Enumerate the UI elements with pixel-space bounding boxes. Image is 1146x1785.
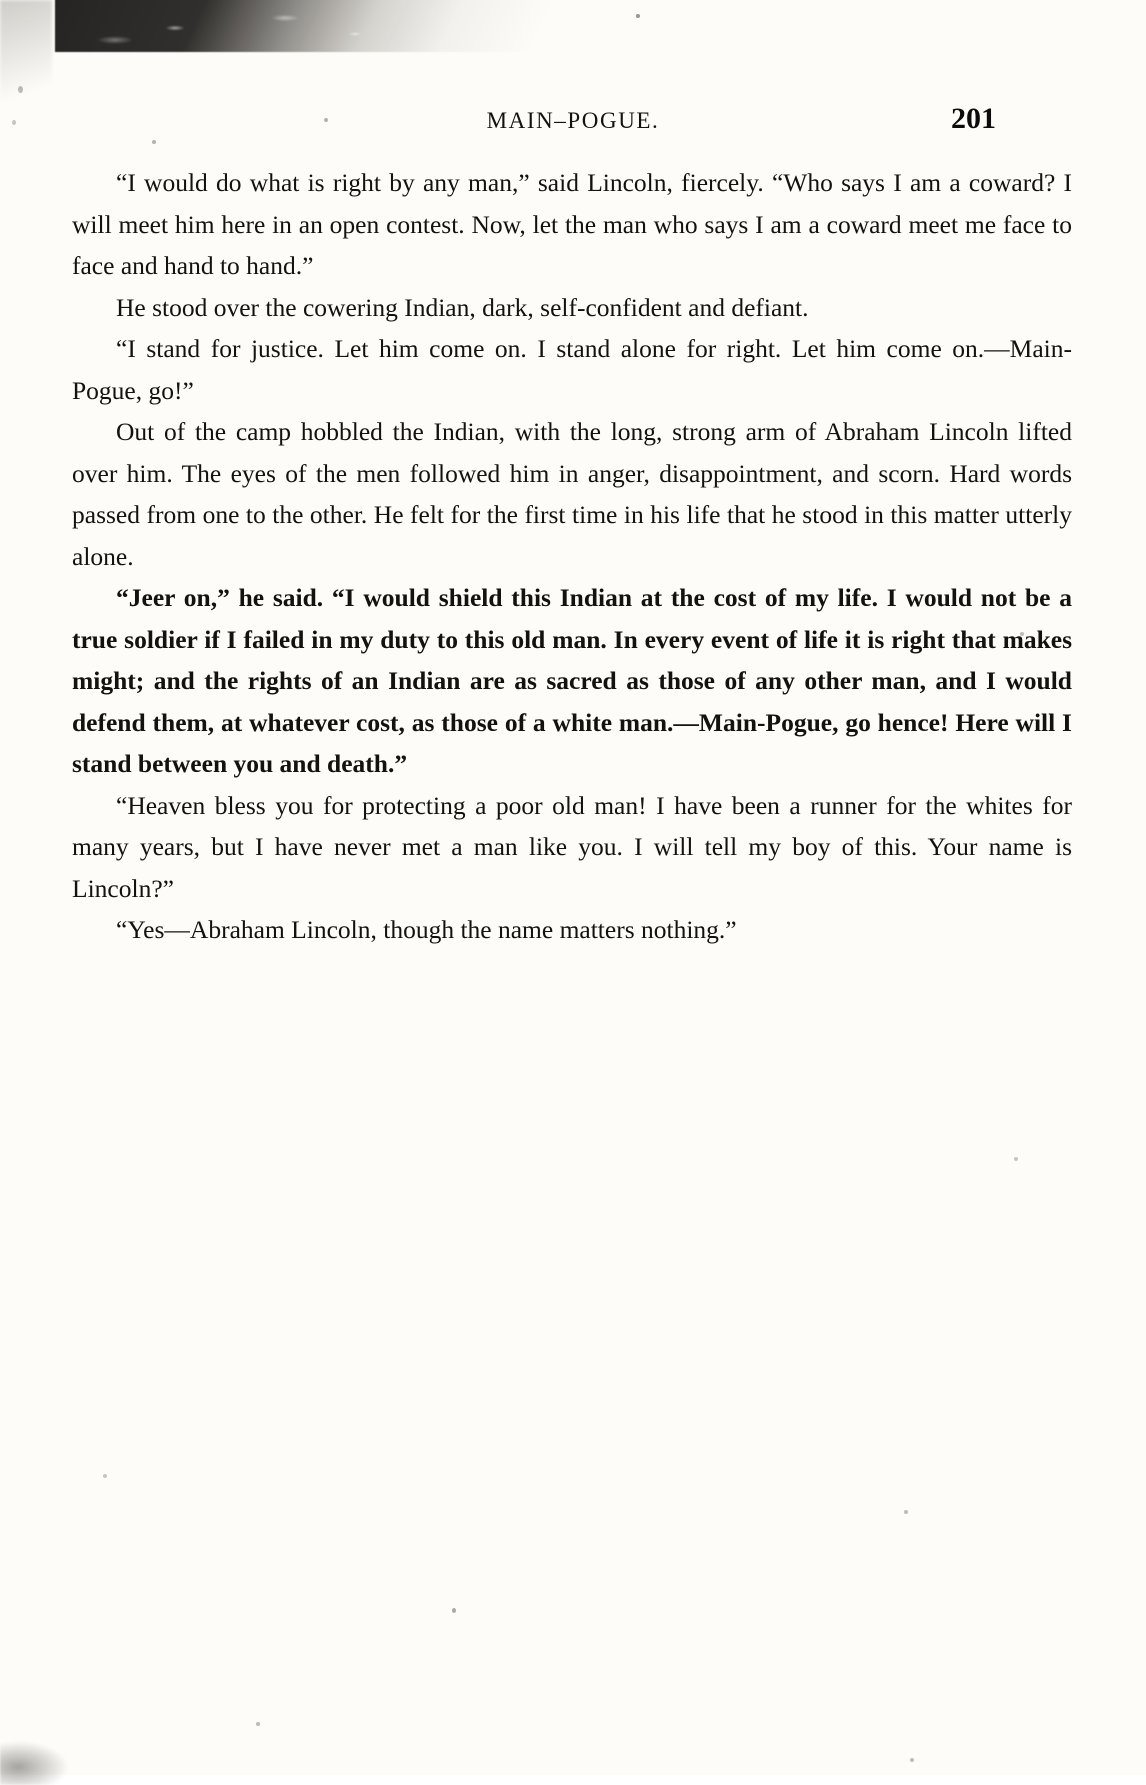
speck xyxy=(1014,1157,1018,1161)
body-text xyxy=(72,162,1072,951)
speck xyxy=(18,86,23,93)
speck xyxy=(636,14,640,18)
paragraph: “I stand for justice. Let him come on. I stand alone for right. Let him come on.—Main-Pogue, go!” xyxy=(72,334,1072,405)
paragraph: “Jeer on,” he said. “I would shield this Indian at the cost of my life. I would not be a true soldier if I failed in my duty to this old man. In every event of life it is right that makes might; and the rights of an Indian are as sacred as those of any other man, and I would defend them, at whatever cost, as those of a white man.—Main-Pogue, go hence! Here will I stand between you and death.” xyxy=(72,583,1072,778)
page-number: 201 xyxy=(951,102,996,135)
paragraph: “Yes—Abraham Lincoln, though the name matters nothing.” xyxy=(116,915,737,944)
speck xyxy=(904,1510,908,1514)
paragraph: “I would do what is right by any man,” said Lincoln, fiercely. “Who says I am a coward? I will meet him here in an open contest. Now, let the man who says I am a coward meet me face to face and hand to hand.” xyxy=(72,168,1072,280)
speck xyxy=(452,1608,456,1613)
paragraph: “Heaven bless you for protecting a poor old man! I have been a runner for the whites for many years, but I have never met a man like you. I will tell my boy of this. Your name is Lincoln?” xyxy=(72,790,1072,903)
running-head: MAIN–POGUE. xyxy=(486,108,660,133)
page-header xyxy=(0,102,1146,142)
speck xyxy=(103,1474,107,1478)
paragraph: He stood over the cowering Indian, dark, self-confident and defiant. xyxy=(116,292,809,322)
speck xyxy=(256,1722,260,1726)
paragraph: Out of the camp hobbled the Indian, with the long, strong arm of Abraham Lincoln lifted over him. The eyes of the men followed him in anger, disappointment, and scorn. Hard words passed from one to the other. He felt for the first time in his life that he stood in this matter utterly alone. xyxy=(72,417,1072,571)
scan-smudge-top xyxy=(55,0,575,52)
speck xyxy=(910,1758,914,1762)
